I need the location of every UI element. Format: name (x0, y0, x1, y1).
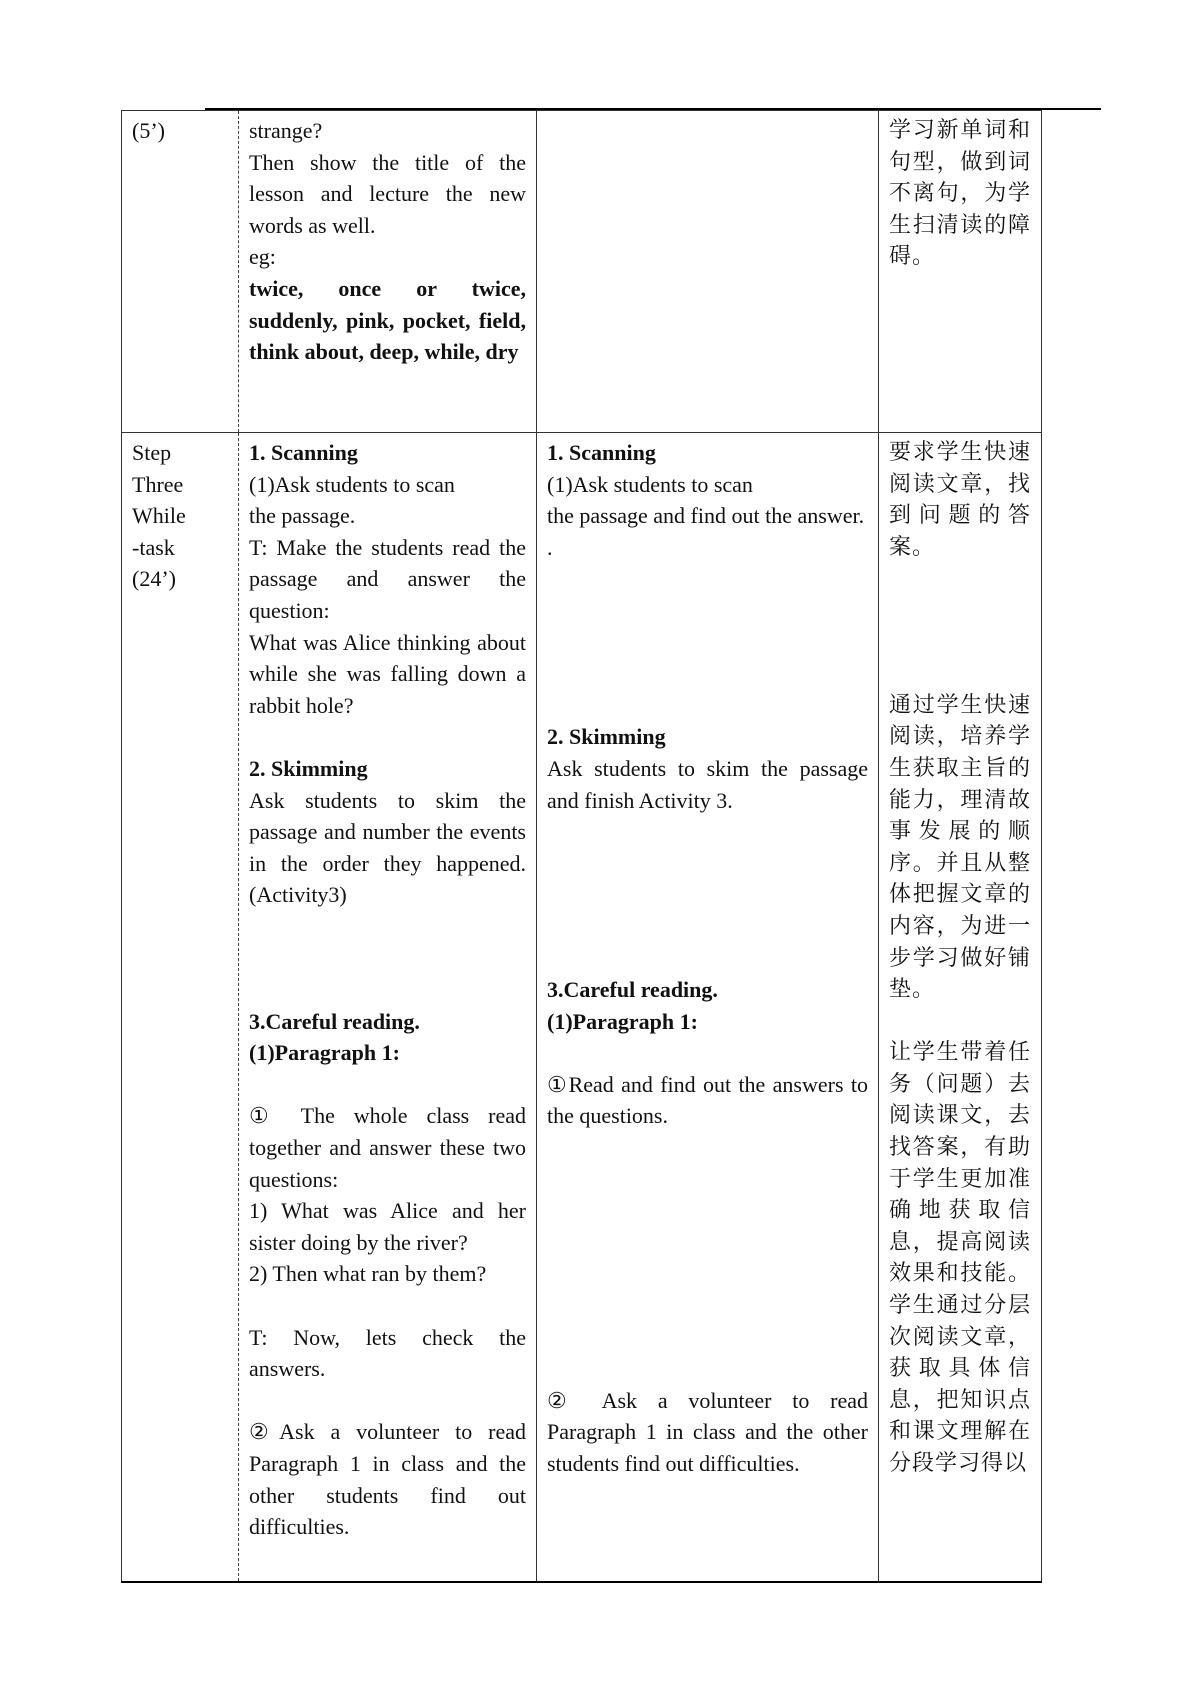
teacher-text: the passage. (249, 503, 356, 529)
careful-reading-heading: 3.Careful reading. (547, 977, 718, 1003)
scanning-heading: 1. Scanning (249, 440, 358, 465)
teacher-question: 1) What was Alice and her sister doing by the river? (249, 1198, 526, 1255)
step-label: Three (132, 471, 184, 497)
paragraph-heading: (1)Paragraph 1: (249, 1040, 400, 1066)
table-row (122, 111, 1042, 433)
purpose-text: 通过学生快速阅读，培养学生获取主旨的能力，理清故事发展的顺序。并且从整体把握文章的内容，为进一步学习做好铺垫。 (889, 692, 1031, 1003)
teacher-text: Ask students to skim the passage and number the events in the order they happened.(Activity3) (249, 787, 526, 908)
teacher-text: (1)Ask students to scan (249, 471, 455, 497)
teacher-text: T: Now, lets check the answers. (249, 1324, 526, 1382)
teacher-activity-cell (239, 433, 537, 1582)
teacher-question: 2) Then what ran by them? (249, 1261, 487, 1287)
student-text: . (547, 534, 553, 560)
step-label: Step (132, 440, 172, 465)
scanning-heading: 1. Scanning (547, 440, 656, 465)
student-activity-cell (537, 433, 879, 1582)
teacher-activity-cell (239, 111, 537, 433)
purpose-cell (879, 433, 1042, 1582)
student-activity-cell (537, 111, 879, 433)
purpose-text: 让学生带着任务（问题）去阅读课文，去找答案，有助于学生更加准确地获取信息，提高阅读效果和技能。学生通过分层次阅读文章，获取具体信息，把知识点和课文理解在分段学习得以 (889, 1040, 1031, 1476)
skimming-heading: 2. Skimming (249, 755, 368, 781)
teacher-text: T: Make the students read the passage and answer the question: (249, 534, 526, 623)
student-text: Ask students to skim the passage and finish Activity 3. (547, 755, 868, 813)
vocabulary-list: twice, once or twice, suddenly, pink, pocket, field, think about, deep, while, dry (249, 275, 526, 365)
step-label: While (132, 503, 186, 529)
student-text: ② Ask a volunteer to read Paragraph 1 in class and the other students find out difficulties. (547, 1387, 868, 1476)
table-row (122, 433, 1042, 1582)
purpose-text: 要求学生快速阅读文章，找到问题的答案。 (889, 440, 1031, 560)
lesson-plan-table (121, 110, 1042, 1583)
time-cell (122, 111, 239, 433)
step-cell (122, 433, 239, 1582)
purpose-text: 学习新单词和句型，做到词不离句，为学生扫清读的障碍。 (889, 118, 1031, 270)
teacher-text: strange? (249, 118, 323, 143)
step-label: -task (132, 534, 175, 560)
student-text: the passage and find out the answer. (547, 503, 865, 529)
student-text: ①Read and find out the answers to the questions. (547, 1071, 868, 1129)
careful-reading-heading: 3.Careful reading. (249, 1008, 420, 1034)
teacher-question: What was Alice thinking about while she was falling down a rabbit hole? (249, 629, 526, 718)
teacher-text: Then show the title of the lesson and lecture the new words as well. (249, 149, 526, 238)
teacher-text: eg: (249, 244, 276, 270)
skimming-heading: 2. Skimming (547, 724, 666, 750)
teacher-text: ②Ask a volunteer to read Paragraph 1 in class and the other students find out difficulties. (249, 1419, 526, 1540)
purpose-cell (879, 111, 1042, 433)
time-label: (5’) (132, 118, 165, 143)
teacher-text: ① The whole class read together and answer these two questions: (249, 1103, 526, 1192)
paragraph-heading: (1)Paragraph 1: (547, 1008, 698, 1034)
step-time: (24’) (132, 566, 176, 592)
student-text: (1)Ask students to scan (547, 471, 753, 497)
